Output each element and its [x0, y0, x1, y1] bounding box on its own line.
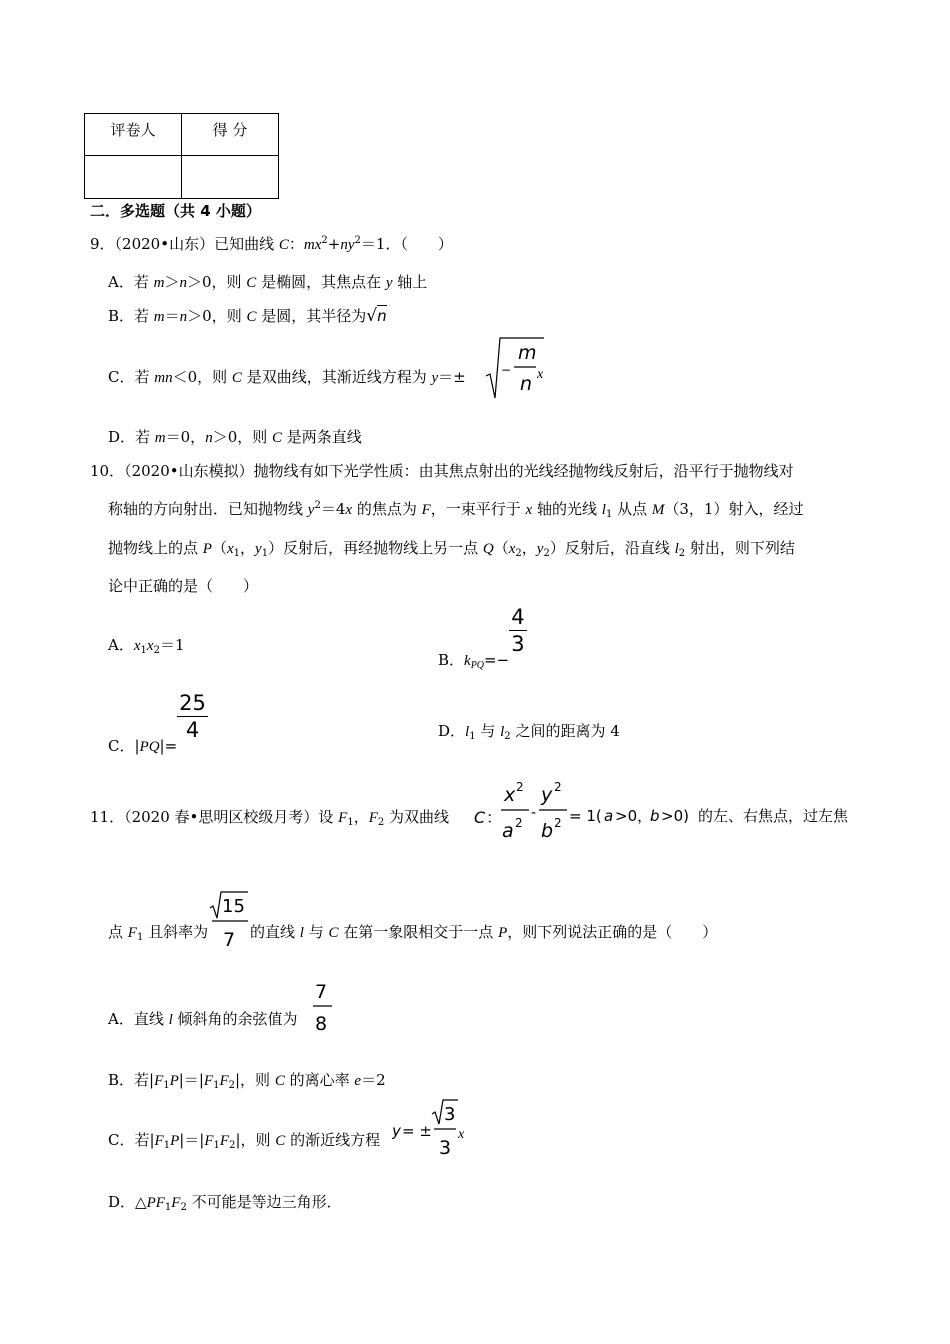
svg-text:7: 7 — [315, 981, 328, 1003]
q11-option-d: D．$\triangle PF_1F_2$ 不可能是等边三角形． — [108, 1193, 342, 1213]
svg-text:3: 3 — [439, 1137, 452, 1159]
q10-option-a: A．$x_1x_2=1$ — [108, 636, 185, 656]
svg-text:x: x — [504, 784, 516, 806]
svg-text:的左、右焦点，过左焦: 的左、右焦点，过左焦 — [698, 807, 849, 825]
svg-text:3: 3 — [444, 1104, 456, 1125]
q11-option-a-fraction — [312, 976, 334, 1036]
q11-option-c-text: C．若$|F_1P|=|F_1F_2|$，则 C 的渐近线方程 — [108, 1131, 381, 1151]
reviewer-cell[interactable] — [85, 156, 182, 199]
svg-text:2: 2 — [554, 816, 562, 830]
q11-slope-fraction — [208, 890, 250, 952]
svg-text:2: 2 — [554, 780, 562, 794]
svg-text:x: x — [458, 1127, 465, 1142]
svg-text:7: 7 — [223, 929, 236, 951]
q9-option-b: B．若 m＝n＞0，则 C 是圆，其半径为√n — [108, 306, 387, 326]
section-title: 二．多选题（共 4 小题） — [90, 202, 261, 220]
q11-hyperbola-equation — [474, 777, 864, 847]
q9-stem: 9．（2020•山东）已知曲线 C：$mx^2+ny^2=1$．（ ） — [90, 235, 453, 253]
q9-option-c: C．若 mn＜0，则 C 是双曲线，其渐近线方程为 y＝± — [108, 368, 466, 386]
svg-text:a: a — [502, 820, 514, 842]
svg-text:y: y — [541, 784, 553, 806]
q10-line3: 抛物线上的点 $P(x_1$，$y_1$）反射后，再经抛物线上另一点 $Q(x_2$，$y_2$）反射后，沿直线 $l_2$ 射出，则下列结 — [108, 539, 795, 559]
svg-text:= ±: = ± — [402, 1122, 432, 1140]
svg-text:a: a — [604, 807, 614, 825]
q11-line1-text: 11．（2020 春•思明区校级月考）设 $F_1$，$F_2$ 为双曲线 — [90, 808, 450, 828]
svg-text:C: C — [474, 808, 486, 827]
q11-line2-end: 的直线 l 与 C 在第一象限相交于一点 P，则下列说法正确的是（ ） — [250, 923, 718, 941]
q11-option-a-text: A．直线 l 倾斜角的余弦值为 — [108, 1010, 298, 1028]
q9-option-a: A．若 m＞n＞0，则 C 是椭圆，其焦点在 y 轴上 — [108, 273, 428, 291]
svg-text:>0): >0) — [661, 807, 689, 825]
score-cell[interactable] — [182, 156, 279, 199]
reviewer-header: 评卷人 — [85, 114, 182, 156]
q9-option-d: D．若 m＝0，n＞0，则 C 是两条直线 — [108, 428, 362, 446]
svg-text:2: 2 — [515, 816, 523, 830]
svg-text:>0，: >0， — [615, 807, 653, 825]
svg-text:= 1(: = 1( — [569, 807, 602, 825]
svg-text:：: ： — [486, 808, 503, 827]
svg-text:b: b — [541, 820, 554, 842]
q10-line1: 10．（2020•山东模拟）抛物线有如下光学性质：由其焦点射出的光线经抛物线反射后，沿平行于抛物线对 — [90, 462, 794, 480]
q10-option-b: B．$k_{PQ}=-$ $\frac{4}{3}$ — [438, 605, 525, 671]
q10-line4: 论中正确的是（ ） — [108, 577, 259, 595]
svg-text:n: n — [520, 373, 533, 395]
q11-option-b: B．若$|F_1P|=|F_1F_2|$，则 C 的离心率 e＝2 — [108, 1071, 386, 1091]
svg-text:y: y — [392, 1122, 401, 1140]
q9-c-sqrt-fraction — [484, 334, 546, 402]
q10-option-d: D．$l_1$ 与 $l_2$ 之间的距离为 4 — [438, 722, 620, 742]
svg-text:-: - — [531, 805, 537, 821]
svg-text:2: 2 — [516, 780, 524, 794]
svg-text:15: 15 — [222, 896, 245, 917]
svg-text:m: m — [518, 342, 537, 364]
svg-text:b: b — [650, 807, 660, 825]
q10-line2: 称轴的方向射出．已知抛物线 $y^2=4x$ 的焦点为 F，一束平行于 x 轴的光线 $l_1$ 从点 M（3，1）射入，经过 — [108, 500, 804, 520]
svg-text:−: − — [501, 363, 512, 377]
score-header: 得 分 — [182, 114, 279, 156]
q10-option-c: C．|PQ|= $\frac{25}{4}$ — [108, 691, 206, 755]
grader-table — [84, 113, 279, 199]
svg-text:8: 8 — [315, 1013, 328, 1035]
svg-text:x: x — [537, 367, 544, 382]
q11-option-c-asymptote — [392, 1098, 468, 1160]
q11-line2-start: 点 $F_1$ 且斜率为 — [108, 923, 209, 943]
